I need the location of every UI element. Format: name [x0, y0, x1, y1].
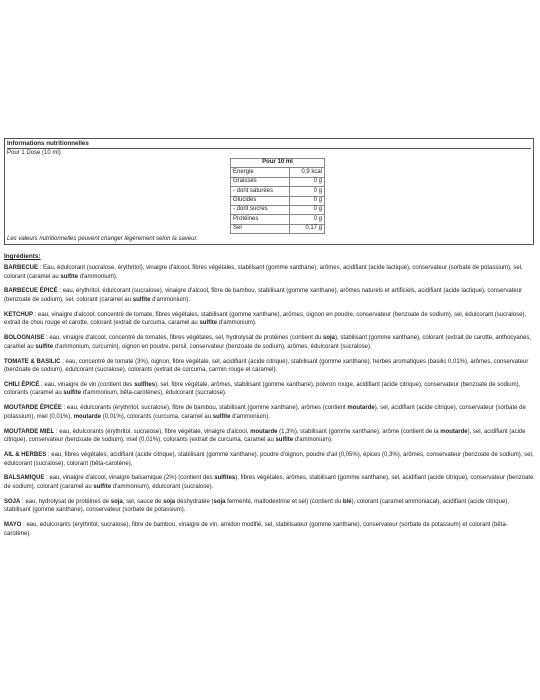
- ingredient-text: ), colorant (caramel ammoniacal), acidifiant (acide citrique), stabilisant (gomme xanthane), conservateur (sorbate de potassium).: [4, 498, 509, 514]
- ingredient-text: : eau, hydrolysat de protéines de: [20, 498, 111, 505]
- ingredient-flavor-name: MOUTARDE ÉPICÉE: [4, 405, 62, 412]
- allergen-text: sulfite: [132, 296, 151, 303]
- ingredient-text: ), stabilisant (gomme xanthane), colorant (extrait de carotte, anthocyanes, caramel au: [4, 335, 532, 350]
- ingredient-item: [4, 358, 534, 375]
- ingredient-text: : eau, concentré de tomate (3%), oignon, fibre végétale, sel, acidifiant (acide citrique), stabilisant (gomme xanthane), herbes aromatiques (basilic 0,01%), arômes, conservateur (benzoate de sodium), édulcorant (sucralose), colorants (extrait de curcuma, carmin rouge et caramel).: [4, 358, 529, 374]
- allergen-text: soja: [163, 498, 176, 505]
- ingredient-text: ), sel, acidifiant (acide citrique), conservateur (benzoate de sodium), miel (0,01%), colorants (extrait de curcuma, caramel au: [4, 428, 526, 444]
- ingredients-section: [4, 252, 534, 545]
- allergen-text: sulfite: [93, 483, 112, 490]
- ingredient-text: : eau, vinaigre d'alcool, vinaigre balsamique (2%) (contient des: [44, 475, 215, 482]
- ingredient-text: d'ammonium).: [78, 273, 118, 280]
- allergen-text: sulfites: [214, 475, 236, 482]
- ingredient-item: [4, 287, 534, 304]
- allergen-text: sulfite: [60, 273, 79, 280]
- ingredient-text: : eau, vinaigre de vin (contient des: [39, 381, 135, 388]
- allergen-text: sulfite: [199, 320, 218, 327]
- allergen-text: sulfite: [35, 343, 54, 350]
- ingredient-text: d'ammonium).: [230, 413, 270, 420]
- ingredient-flavor-name: CHILI ÉPICÉ: [4, 381, 40, 388]
- ingredient-item: [4, 311, 534, 328]
- ingredient-flavor-name: TOMATE & BASILIC: [4, 358, 61, 365]
- ingredient-flavor-name: BARBECUE ÉPICÉ: [4, 288, 58, 295]
- ingredient-text: (1,3%), stabilisant (gomme xanthane), arôme (contient de la: [277, 428, 441, 435]
- nutrition-column-header: Pour 10 ml: [231, 159, 325, 168]
- ingredient-item: [4, 521, 534, 538]
- ingredient-flavor-name: AIL & HERBES: [4, 452, 47, 458]
- ingredient-item: [4, 264, 534, 281]
- ingredient-text: : eau, édulcorants (érythritol, sucralose), fibre de bambou, stabilisant (gomme xanthane), arômes (contient: [61, 405, 348, 412]
- allergen-text: sulfites: [134, 381, 156, 388]
- ingredient-text: : eau, fibres végétales, acidifiant (acide citrique), stabilisant (gomme xanthane), poudre d'oignon, poudre d'ail (0,05%), épices (0,3%), arômes, conservateur (benzoate de sodium), sel, édulcorant (sucralose), colorant (bêta-carotène).: [4, 452, 534, 467]
- ingredient-flavor-name: BARBECUE: [4, 265, 39, 271]
- allergen-text: moutarde: [250, 428, 278, 435]
- ingredient-text: d'ammonium), édulcorant (sucralose).: [111, 483, 214, 490]
- ingredient-flavor-name: KETCHUP: [4, 311, 34, 318]
- nutrient-label: Glucides: [231, 196, 290, 205]
- nutrition-title: Informations nutritionnelles: [7, 140, 531, 149]
- nutrition-table: [230, 158, 325, 234]
- nutrient-value: 0 g: [290, 196, 325, 205]
- ingredient-text: : eau, vinaigre d'alcool, concentré de tomate, fibres végétales, stabilisant (gomme xanthane), arômes, oignon en poudre, conservateur (benzoate de sodium), sel, édulcorant (sucralose), extrait de chou rouge et carotte, colorant (extrait de curcuma, caramel au: [4, 311, 527, 327]
- nutrient-value: 0,9 kcal: [290, 168, 325, 177]
- ingredient-text: : eau, édulcorants (érythritol, sucralose), fibre végétale, vinaigre d'alcool,: [54, 428, 251, 435]
- ingredient-text: d'ammonium).: [150, 296, 190, 303]
- allergen-text: moutarde: [73, 413, 102, 420]
- ingredient-text: ), fibres végétales, arômes, stabilisant (gomme xanthane), sel, acidifiant (acide citrique), conservateur (benzoate de sodium), colorant (caramel au: [4, 475, 534, 490]
- allergen-text: sulfite: [63, 390, 82, 397]
- ingredient-text: d'ammonium, bêta-carotènes), édulcorant (sucralose).: [81, 390, 227, 397]
- table-row: [231, 205, 325, 214]
- allergen-text: sulfite: [212, 413, 231, 420]
- ingredient-item: [4, 381, 534, 398]
- table-row: [231, 187, 325, 196]
- ingredient-text: ), sel, fibre végétale, arômes, stabilisant (gomme xanthane), poivron rouge, acidifiant (acide citrique), conservateur (benzoate de sodium), colorants (caramel au: [4, 381, 521, 397]
- ingredients-list: [4, 264, 534, 538]
- nutrition-panel: [4, 138, 534, 245]
- table-row: [231, 196, 325, 205]
- ingredient-item: [4, 404, 534, 421]
- ingredient-item: [4, 474, 534, 491]
- ingredient-flavor-name: MOUTARDE MIEL: [4, 428, 55, 435]
- nutrient-value: 0 g: [290, 177, 325, 186]
- ingredient-text: d'ammonium, curcumin), oignon en poudre, persil, conservateur (benzoate de sodium), arômes, édulcorant (sucralose).: [53, 343, 372, 350]
- ingredient-text: : Eau, édulcorant (sucralose, érythritol), vinaigre d'alcool, fibres végétales, stabilisant (gomme xanthane), arômes, acidifiant (acide lactique), conservateur (sorbate de potassium), sel, colorant (caramel au: [4, 265, 523, 280]
- ingredient-flavor-name: MAYO: [4, 522, 22, 529]
- ingredient-text: ), sel, acidifiant (acide citrique), conservateur (sorbate de potassium), miel (0,01%),: [4, 405, 526, 420]
- ingredient-text: d'ammonium).: [293, 437, 333, 444]
- ingredient-text: : eau, vinaigre d'alcool, concentré de tomates, fibres végétales, sel, hydrolysat de protéines (contient du: [44, 335, 323, 342]
- allergen-text: moutarde: [440, 428, 468, 435]
- table-row: [231, 215, 325, 224]
- ingredient-item: [4, 428, 534, 445]
- nutrition-dose: Pour 1 Dose (10 ml): [7, 150, 61, 156]
- ingredient-item: [4, 451, 534, 468]
- ingredient-text: d'ammonium).: [217, 320, 257, 327]
- ingredient-flavor-name: BOLOGNAISE: [4, 335, 45, 342]
- table-row: [231, 168, 325, 177]
- allergen-text: moutarde: [347, 405, 375, 412]
- ingredient-text: : eau, édulcorants (érythritol, sucralose), fibre de bambou, vinaigre de vin, amidon modifié, sel, stabilisateur (gomme xanthane), conservateur (sorbate de potassium) et colorant (bêta-carotène).: [4, 522, 508, 537]
- nutrient-value: 0 g: [290, 215, 325, 224]
- allergen-text: soja: [322, 335, 335, 342]
- nutrient-value: 0 g: [290, 187, 325, 196]
- ingredient-text: fermenté, maltodextrine et sel) (contient du: [225, 498, 343, 505]
- nutrient-label: Energie: [231, 168, 290, 177]
- ingredient-item: [4, 498, 534, 515]
- nutrient-value: 0,17 g: [290, 224, 325, 233]
- ingredients-heading: Ingrédients:: [4, 253, 41, 260]
- table-row: [231, 224, 325, 233]
- allergen-text: sulfite: [275, 437, 294, 444]
- nutrient-label: - dont sucres: [231, 205, 290, 214]
- allergen-text: soja: [110, 498, 123, 505]
- nutrient-label: Sel: [231, 224, 290, 233]
- ingredient-item: [4, 334, 534, 351]
- allergen-text: blé: [342, 498, 352, 505]
- ingredient-text: , sel, sauce de: [122, 498, 164, 505]
- ingredient-text: déshydratée (: [175, 498, 214, 505]
- allergen-text: soja: [213, 498, 226, 505]
- ingredient-flavor-name: BALSAMIQUE: [4, 475, 45, 482]
- table-row: [231, 177, 325, 186]
- nutrition-note: Les valeurs nutritionnelles peuvent changer légèrement selon la saveur.: [7, 236, 198, 242]
- ingredient-flavor-name: SOJA: [4, 498, 21, 505]
- ingredient-text: (0,01%), colorants (curcuma, caramel au: [101, 413, 213, 420]
- ingredient-text: : eau, érythritol, édulcorant (sucralose), vinaigre d'alcool, fibre de bambou, stabilisant (gomme xanthane), arômes naturels et artificiels, acidifiant (acide lactique), conservateur (benzoate de sodium), sel, colorant (caramel au: [4, 288, 523, 303]
- nutrient-label: - dont saturées: [231, 187, 290, 196]
- nutrient-value: 0 g: [290, 205, 325, 214]
- nutrient-label: Graisses: [231, 177, 290, 186]
- nutrient-label: Protéines: [231, 215, 290, 224]
